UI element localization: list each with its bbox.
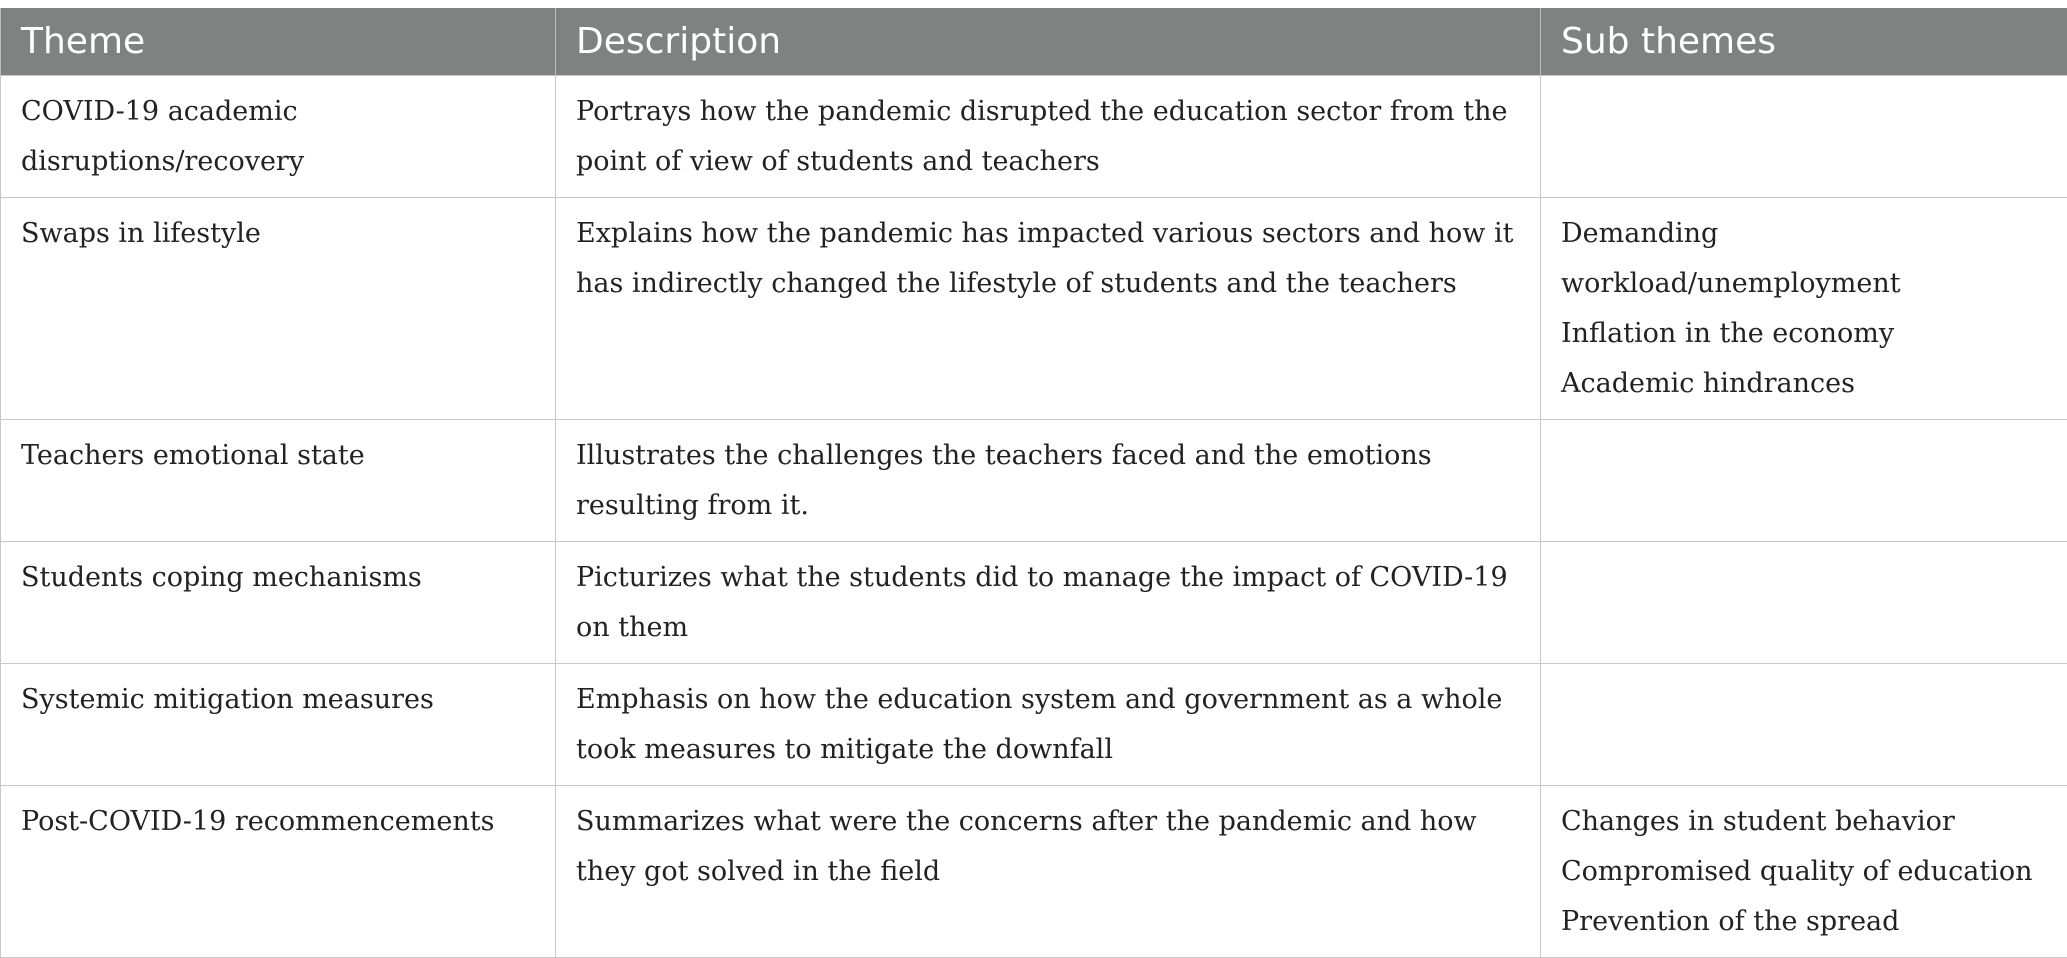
sub-theme-item: Inflation in the economy <box>1561 309 2047 359</box>
table-row <box>1 76 2067 198</box>
header-theme: Theme <box>1 8 556 76</box>
header-sub-themes: Sub themes <box>1541 8 2067 76</box>
description-cell: Explains how the pandemic has impacted various sectors and how it has indirectly changed the lifestyle of students and the teachers <box>556 198 1541 420</box>
sub-theme-item: Academic hindrances <box>1561 359 2047 409</box>
sub-themes-cell <box>1541 198 2067 420</box>
sub-themes-cell <box>1541 420 2067 542</box>
description-cell: Portrays how the pandemic disrupted the education sector from the point of view of students and teachers <box>556 76 1541 198</box>
themes-table-container <box>0 8 2067 958</box>
header-description: Description <box>556 8 1541 76</box>
theme-cell: Students coping mechanisms <box>1 542 556 664</box>
sub-theme-item: Prevention of the spread <box>1561 897 2047 947</box>
theme-cell: COVID-19 academic disruptions/recovery <box>1 76 556 198</box>
table-row <box>1 542 2067 664</box>
table-row <box>1 786 2067 958</box>
theme-cell: Swaps in lifestyle <box>1 198 556 420</box>
sub-themes-cell <box>1541 76 2067 198</box>
theme-cell: Post-COVID-19 recommencements <box>1 786 556 958</box>
table-row <box>1 198 2067 420</box>
sub-themes-cell <box>1541 786 2067 958</box>
table-row <box>1 664 2067 786</box>
sub-theme-item: Compromised quality of education <box>1561 847 2047 897</box>
sub-theme-item: Changes in student behavior <box>1561 797 2047 847</box>
description-cell: Summarizes what were the concerns after the pandemic and how they got solved in the field <box>556 786 1541 958</box>
themes-table <box>0 8 2067 958</box>
header-row <box>1 8 2067 76</box>
sub-themes-cell <box>1541 664 2067 786</box>
table-body <box>1 76 2067 958</box>
sub-theme-item: Demanding workload/unemployment <box>1561 209 2047 309</box>
table-header <box>1 8 2067 76</box>
sub-themes-cell <box>1541 542 2067 664</box>
table-row <box>1 420 2067 542</box>
description-cell: Illustrates the challenges the teachers faced and the emotions resulting from it. <box>556 420 1541 542</box>
theme-cell: Teachers emotional state <box>1 420 556 542</box>
theme-cell: Systemic mitigation measures <box>1 664 556 786</box>
description-cell: Picturizes what the students did to manage the impact of COVID-19 on them <box>556 542 1541 664</box>
description-cell: Emphasis on how the education system and government as a whole took measures to mitigate the downfall <box>556 664 1541 786</box>
